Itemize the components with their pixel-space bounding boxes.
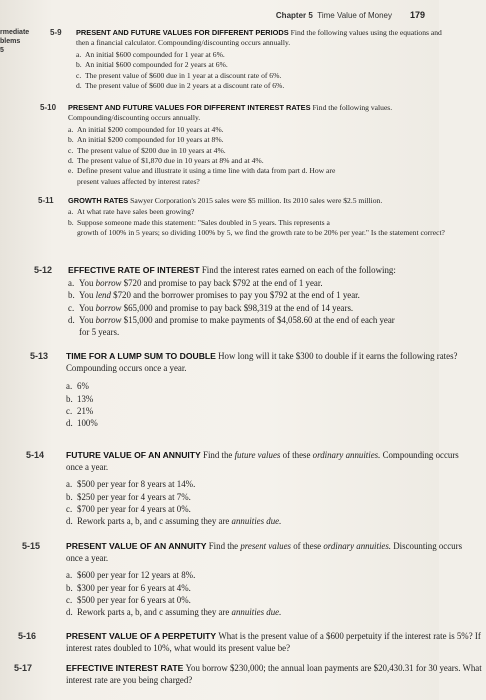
problem-title: EFFECTIVE RATE OF INTEREST [68,265,200,275]
item-text: An initial $600 compounded for 2 years at 6%. [85,60,228,70]
list-item [76,60,454,70]
list-item [66,582,476,594]
list-item [68,277,466,289]
list-item [66,515,472,527]
item-emphasis: annuities due. [231,516,282,527]
item-text: $250 per year for 4 years at 7%. [77,491,191,502]
item-text: 21% [77,405,94,416]
list-item [66,380,466,392]
problem-title: PRESENT VALUE OF AN ANNUITY [66,541,207,551]
problem-5-15 [22,540,476,618]
item-continuation: present values affected by interest rates? [77,176,200,186]
item-text: $500 per year for 8 years at 14%. [77,479,196,490]
problem-statement [76,28,454,49]
list-item [66,594,476,606]
item-text: Rework parts a, b, and c assuming they are annuities due. [77,516,282,527]
item-letter: d. [76,81,82,91]
item-emphasis: borrow [95,314,122,325]
list-item [66,569,476,581]
item-text: You lend $720 and the borrower promises to pay you $792 at the end of 1 year. [79,290,360,301]
problem-number: 5-11 [38,196,54,205]
item-text: $700 per year for 4 years at 0%. [77,503,191,514]
item-text: 13% [77,393,94,404]
problem-intro: Find the following values. Compounding/discounting occurs annually. [68,103,393,123]
chapter-label: Chapter 5 [275,11,313,20]
problem-statement [66,662,486,686]
item-text: The present value of $600 due in 1 year at a discount rate of 6%. [85,70,282,80]
list-item [66,491,472,503]
item-emphasis: borrow [95,278,122,289]
problem-number: 5-14 [26,450,45,460]
item-letter: c. [68,145,74,155]
sidebar-line-1: rmediate [0,29,30,36]
problem-number: 5-10 [40,103,57,112]
item-text: An initial $200 compounded for 10 years at 8%. [77,135,224,145]
item-list [66,380,466,429]
problem-statement [66,350,466,374]
problem-title: TIME FOR A LUMP SUM TO DOUBLE [66,351,216,361]
item-text: $500 per year for 6 years at 0%. [77,594,191,605]
item-letter: d. [66,607,73,618]
problem-number: 5-17 [14,663,33,673]
problem-number: 5-13 [30,351,49,361]
problem-5-10 [40,103,454,187]
problem-statement [68,264,466,276]
item-text: $600 per year for 12 years at 8%. [77,570,196,581]
problem-intro: You borrow $230,000; the annual loan payments are $20,430.31 for 30 years. What interest rate are you being charged? [66,663,482,686]
item-list [68,125,454,177]
item-letter: d. [68,314,75,325]
item-letter: a. [66,381,73,392]
list-item [68,135,454,145]
item-letter: c. [68,302,75,313]
problem-number: 5-12 [34,265,53,275]
item-list [68,207,458,228]
problem-statement [68,196,458,206]
item-text: 6% [77,381,89,392]
problem-number: 5-9 [50,28,62,37]
item-continuation: growth of 100% in 5 years; so dividing 100% by 5, we find the growth rate to be 20% per year." Is the statement correct? [77,228,445,238]
problem-title: GROWTH RATES [68,196,129,205]
list-item [76,81,454,91]
item-letter: c. [66,503,73,514]
chapter-title: Time Value of Money [317,11,392,20]
section-sidebar [0,28,40,55]
problem-title: PRESENT AND FUTURE VALUES FOR DIFFERENT INTEREST RATES [68,103,311,112]
running-head [276,11,392,20]
item-letter: a. [68,207,74,217]
problem-intro: Find the interest rates earned on each of the following: [201,265,396,275]
problem-5-17 [14,662,486,686]
problem-5-12 [34,264,466,338]
item-text: $300 per year for 6 years at 4%. [77,582,191,593]
list-item [66,393,466,405]
list-item [66,417,466,429]
item-text: The present value of $600 due in 2 years at a discount rate of 6%. [85,81,285,91]
problem-number: 5-16 [18,631,37,641]
list-item [68,314,466,326]
item-letter: d. [66,418,73,429]
item-letter: a. [68,278,75,289]
list-item [66,606,476,618]
item-letter: c. [66,405,73,416]
problem-title: FUTURE VALUE OF AN ANNUITY [66,450,201,460]
sidebar-line-3: 5 [0,47,4,54]
item-text: Suppose someone made this statement: "Sales doubled in 5 years. This represents a [77,217,330,227]
item-letter: b. [68,135,74,145]
item-text: The present value of $1,870 due in 10 years at 8% and at 4%. [77,156,264,166]
problem-intro: What is the present value of a $600 perpetuity if the interest rate is 5%? If interest rates doubled to 10%, what would its present value be? [66,631,481,654]
list-item [76,50,454,60]
item-text: Define present value and illustrate it using a time line with data from part d. How are [77,166,336,176]
item-letter: a. [66,479,73,490]
item-letter: b. [66,582,73,593]
item-list [66,569,476,618]
list-item [68,146,454,156]
item-list [76,50,454,92]
item-letter: a. [76,49,82,59]
item-letter: a. [66,570,73,581]
problem-intro: How long will it take $300 to double if it earns the following rates? Compounding occurs once a year. [66,351,458,374]
list-item [68,166,454,176]
list-item [68,289,466,301]
list-item [68,125,454,135]
problem-5-11 [38,196,458,239]
item-letter: d. [68,156,74,166]
item-letter: b. [68,217,74,227]
item-letter: c. [76,70,82,80]
item-letter: a. [68,124,74,134]
item-emphasis: annuities due. [231,607,282,618]
item-text: An initial $200 compounded for 10 years at 4%. [77,124,224,134]
item-list [66,478,472,527]
item-emphasis: lend [95,290,111,301]
problem-title: PRESENT AND FUTURE VALUES FOR DIFFERENT PERIODS [76,28,289,37]
problem-intro: Find the following values using the equations and then a financial calculator. Compounding/discounting occurs annually. [76,28,442,48]
item-text: You borrow $65,000 and promise to pay back $98,319 at the end of 14 years. [79,302,354,313]
list-item [68,218,458,228]
item-list [68,277,466,326]
problem-statement: FUTURE VALUE OF AN ANNUITY Find the future values of these ordinary annuities. Compounding occurs once a year. [66,450,459,473]
problem-title: PRESENT VALUE OF A PERPETUITY [66,631,217,641]
problem-statement [66,630,482,654]
item-emphasis: borrow [95,302,122,313]
item-letter: e. [68,166,74,176]
list-item [66,478,472,490]
item-text: At what rate have sales been growing? [77,207,195,217]
item-text: You borrow $15,000 and promise to make payments of $4,058.60 at the end of each year [79,314,395,325]
list-item [68,207,458,217]
problem-statement: PRESENT VALUE OF AN ANNUITY Find the present values of these ordinary annuities. Discounting occurs once a year. [66,541,463,564]
sidebar-line-2: blems [0,38,21,45]
list-item [66,503,472,515]
problem-intro: Sawyer Corporation's 2015 sales were $5 million. Its 2010 sales were $2.5 million. [130,196,383,205]
problem-title: EFFECTIVE INTEREST RATE [66,663,184,673]
problem-5-13 [30,350,466,429]
problem-statement [68,103,454,124]
item-text: The present value of $200 due in 10 years at 4%. [77,145,226,155]
item-letter: b. [66,393,73,404]
problem-5-14 [26,449,472,527]
list-item [68,302,466,314]
problem-5-16 [18,630,482,654]
item-letter: c. [66,594,73,605]
item-letter: b. [76,60,82,70]
list-item [76,71,454,81]
page-number: 179 [409,10,425,20]
item-text: An initial $600 compounded for 1 year at 6%. [85,49,225,59]
item-letter: b. [68,290,75,301]
item-letter: d. [66,516,73,527]
item-text: 100% [77,418,98,429]
item-text: Rework parts a, b, and c assuming they are annuities due. [77,607,282,618]
list-item [66,405,466,417]
item-letter: b. [66,491,73,502]
item-continuation: for 5 years. [79,327,120,338]
problem-5-9 [50,28,454,91]
list-item [68,156,454,166]
item-text: You borrow $720 and promise to pay back $792 at the end of 1 year. [79,278,323,289]
page-header [250,10,425,20]
problem-number: 5-15 [22,541,41,551]
